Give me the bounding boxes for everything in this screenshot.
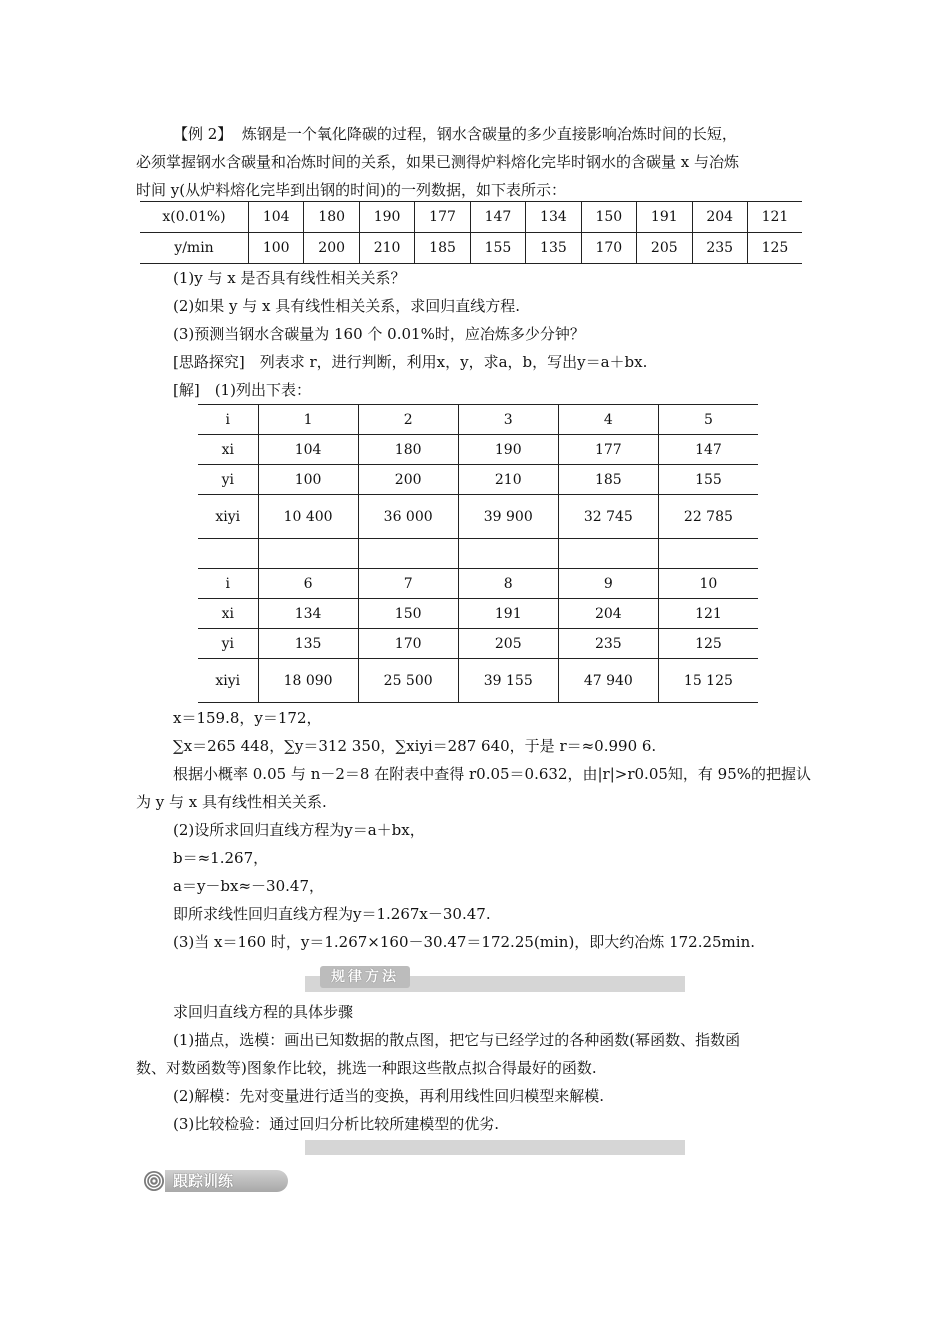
solution-conclusion-1: 根据小概率 0.05 与 n－2＝8 在附表中查得 r0.05＝0.632，由|r|>r0.05知，有 95%的把握认 bbox=[173, 765, 812, 783]
cell: 7 bbox=[358, 569, 458, 599]
cell: 25 500 bbox=[358, 659, 458, 703]
solution-means: x＝159.8，y＝172， bbox=[173, 709, 322, 727]
row-label: xi bbox=[198, 435, 258, 465]
method-step-2: (2)解模：先对变量进行适当的变换，再利用线性回归模型来解模. bbox=[173, 1087, 605, 1105]
cell: 204 bbox=[558, 599, 658, 629]
row-label-y: y/min bbox=[140, 233, 249, 264]
cell: 100 bbox=[258, 465, 358, 495]
track-training-label: 跟踪训练 bbox=[165, 1170, 288, 1192]
cell: 104 bbox=[249, 202, 304, 233]
row-label: xiyi bbox=[198, 659, 258, 703]
cell: 200 bbox=[358, 465, 458, 495]
row-label: yi bbox=[198, 465, 258, 495]
solution-p2-1: (2)设所求回归直线方程为y＝a＋bx， bbox=[173, 821, 425, 839]
approach-text: [思路探究] 列表求 r，进行判断，利用x，y，求a，b，写出y＝a＋bx. bbox=[173, 353, 648, 371]
table-row bbox=[198, 659, 758, 703]
table-row bbox=[198, 599, 758, 629]
cell: 190 bbox=[458, 435, 558, 465]
cell: 210 bbox=[359, 233, 414, 264]
cell: 125 bbox=[658, 629, 758, 659]
cell: 135 bbox=[526, 233, 581, 264]
cell: 180 bbox=[358, 435, 458, 465]
table-row bbox=[198, 569, 758, 599]
question-2: (2)如果 y 与 x 具有线性相关关系，求回归直线方程. bbox=[173, 297, 521, 315]
cell: 10 bbox=[658, 569, 758, 599]
method-banner-label: 规律方法 bbox=[320, 966, 410, 988]
divider-bar bbox=[305, 1140, 685, 1155]
cell: 47 940 bbox=[558, 659, 658, 703]
solution-p2-3: a＝y－bx≈－30.47， bbox=[173, 877, 324, 895]
row-label: i bbox=[198, 569, 258, 599]
solution-p3: (3)当 x＝160 时，y＝1.267×160－30.47＝172.25(min)，即大约冶炼 172.25min. bbox=[173, 933, 756, 951]
cell: 180 bbox=[304, 202, 359, 233]
question-1: (1)y 与 x 是否具有线性相关关系？ bbox=[173, 269, 406, 287]
cell: 134 bbox=[258, 599, 358, 629]
cell: 8 bbox=[458, 569, 558, 599]
cell: 155 bbox=[658, 465, 758, 495]
table-row bbox=[198, 465, 758, 495]
example-intro-1: 炼钢是一个氧化降碳的过程，钢水含碳量的多少直接影响冶炼时间的长短， bbox=[241, 125, 737, 143]
cell: 150 bbox=[358, 599, 458, 629]
solution-p2-4: 即所求线性回归直线方程为y＝1.267x－30.47. bbox=[173, 905, 491, 923]
row-label-x: x(0.01%) bbox=[140, 202, 249, 233]
cell: 32 745 bbox=[558, 495, 658, 539]
cell: 121 bbox=[747, 202, 802, 233]
example-intro-2: 必须掌握钢水含碳量和冶炼时间的关系，如果已测得炉料熔化完毕时钢水的含碳量 x 与冶炼 bbox=[136, 153, 739, 171]
cell: 9 bbox=[558, 569, 658, 599]
cell: 4 bbox=[558, 405, 658, 435]
method-title: 求回归直线方程的具体步骤 bbox=[173, 1003, 354, 1021]
method-step-1a: (1)描点，选模：画出已知数据的散点图，把它与已经学过的各种函数(幂函数、指数函 bbox=[173, 1031, 741, 1049]
question-3: (3)预测当钢水含碳量为 160 个 0.01%时，应冶炼多少分钟？ bbox=[173, 325, 585, 343]
example-intro-3: 时间 y(从炉料熔化完毕到出钢的时间)的一列数据，如下表所示： bbox=[136, 181, 566, 199]
cell: 1 bbox=[258, 405, 358, 435]
cell: 155 bbox=[470, 233, 525, 264]
solution-p2-2: b＝≈1.267， bbox=[173, 849, 269, 867]
target-icon bbox=[143, 1170, 165, 1192]
cell: 39 155 bbox=[458, 659, 558, 703]
cell: 205 bbox=[637, 233, 692, 264]
cell: 22 785 bbox=[658, 495, 758, 539]
cell: 200 bbox=[304, 233, 359, 264]
cell: 177 bbox=[558, 435, 658, 465]
row-label: yi bbox=[198, 629, 258, 659]
table-row bbox=[140, 233, 802, 264]
table-row-empty bbox=[198, 539, 758, 569]
cell: 121 bbox=[658, 599, 758, 629]
table-row bbox=[198, 495, 758, 539]
cell: 204 bbox=[692, 202, 747, 233]
cell: 134 bbox=[526, 202, 581, 233]
track-training-header bbox=[143, 1170, 288, 1192]
cell: 125 bbox=[747, 233, 802, 264]
row-label: xi bbox=[198, 599, 258, 629]
cell: 177 bbox=[415, 202, 470, 233]
cell: 39 900 bbox=[458, 495, 558, 539]
cell: 10 400 bbox=[258, 495, 358, 539]
cell: 6 bbox=[258, 569, 358, 599]
row-label: i bbox=[198, 405, 258, 435]
method-step-1b: 数、对数函数等)图象作比较，挑选一种跟这些散点拟合得最好的函数. bbox=[136, 1059, 597, 1077]
cell: 205 bbox=[458, 629, 558, 659]
cell: 235 bbox=[558, 629, 658, 659]
cell: 190 bbox=[359, 202, 414, 233]
calc-table bbox=[198, 404, 758, 703]
table-row bbox=[140, 202, 802, 233]
table-row bbox=[198, 405, 758, 435]
cell: 235 bbox=[692, 233, 747, 264]
cell: 170 bbox=[358, 629, 458, 659]
cell: 100 bbox=[249, 233, 304, 264]
table-row bbox=[198, 435, 758, 465]
example-line-1 bbox=[173, 124, 737, 144]
row-label: xiyi bbox=[198, 495, 258, 539]
cell: 147 bbox=[470, 202, 525, 233]
cell: 170 bbox=[581, 233, 636, 264]
cell: 18 090 bbox=[258, 659, 358, 703]
solution-sums: ∑x＝265 448，∑y＝312 350，∑xiyi＝287 640，于是 r＝≈0.990 6. bbox=[173, 737, 657, 755]
cell: 185 bbox=[415, 233, 470, 264]
cell: 191 bbox=[637, 202, 692, 233]
cell: 185 bbox=[558, 465, 658, 495]
cell: 147 bbox=[658, 435, 758, 465]
solution-intro: [解] (1)列出下表： bbox=[173, 381, 311, 399]
method-step-3: (3)比较检验：通过回归分析比较所建模型的优劣. bbox=[173, 1115, 500, 1133]
cell: 36 000 bbox=[358, 495, 458, 539]
cell: 2 bbox=[358, 405, 458, 435]
cell: 135 bbox=[258, 629, 358, 659]
table-row bbox=[198, 629, 758, 659]
cell: 210 bbox=[458, 465, 558, 495]
solution-conclusion-2: 为 y 与 x 具有线性相关关系. bbox=[136, 793, 327, 811]
cell: 191 bbox=[458, 599, 558, 629]
example-tag: 【例 2】 bbox=[173, 125, 233, 143]
cell: 15 125 bbox=[658, 659, 758, 703]
cell: 3 bbox=[458, 405, 558, 435]
cell: 150 bbox=[581, 202, 636, 233]
data-table bbox=[140, 201, 802, 264]
cell: 5 bbox=[658, 405, 758, 435]
cell: 104 bbox=[258, 435, 358, 465]
